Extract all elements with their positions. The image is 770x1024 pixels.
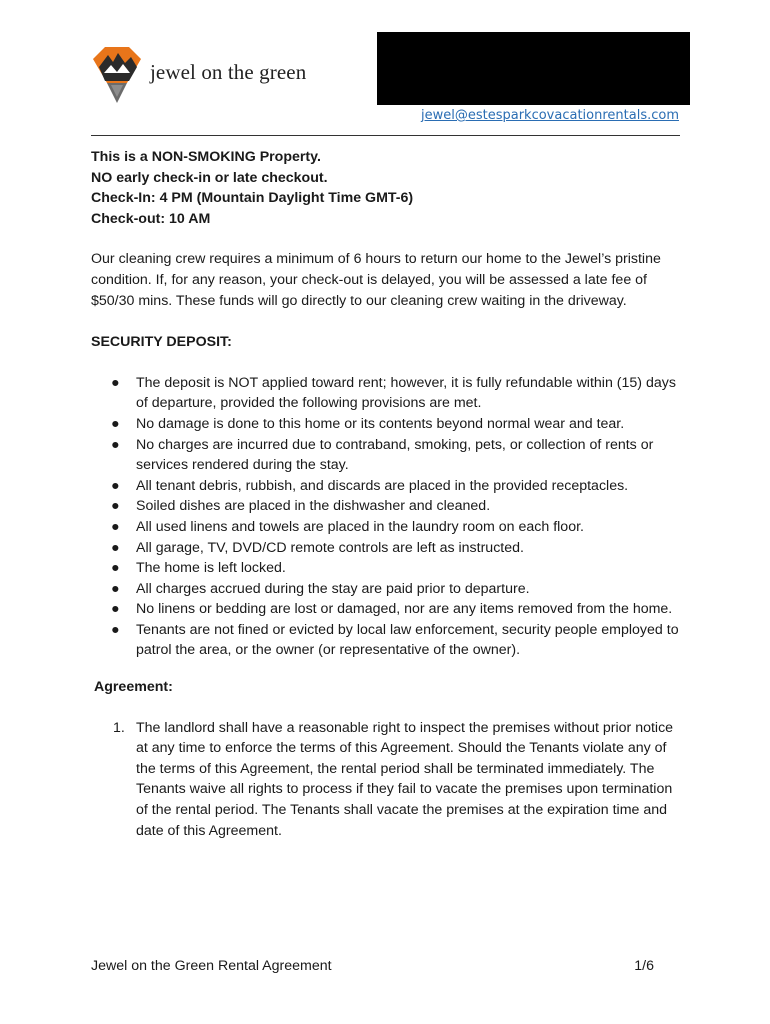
list-item: ● All used linens and towels are placed in the laundry room on each floor. [91,517,681,538]
bullet-icon: ● [111,477,120,494]
cleaning-paragraph: Our cleaning crew requires a minimum of 6 hours to return our home to the Jewel’s pristine condition. If, for any reason, your check-out is delayed, you will be assessed a late fee of $50/30 mins. These funds will go directly to our cleaning crew waiting in the driveway. [91,251,661,309]
list-item: ● No charges are incurred due to contraband, smoking, pets, or collection of rents or services rendered during the stay. [111,436,654,474]
document-body [91,147,681,841]
bullet-icon: ● [111,498,120,515]
non-smoking-notice: This is a NON-SMOKING Property. [91,149,321,165]
list-item: ● All garage, TV, DVD/CD remote controls are left as instructed. [91,538,681,559]
checkin-time: Check-In: 4 PM (Mountain Daylight Time GMT-6) [91,190,414,207]
list-item: ● All tenant debris, rubbish, and discards are placed in the provided receptacles. [91,476,681,497]
brand-name: jewel on the green [150,60,307,84]
bullet-icon: ● [111,436,120,453]
list-item: ● No linens or bedding are lost or damaged, nor are any items removed from the home. [91,599,681,620]
bullet-icon: ● [111,518,120,535]
jewel-logo-icon [91,45,143,105]
list-item: ● Soiled dishes are placed in the dishwasher and cleaned. [91,496,681,517]
list-item: ● No damage is done to this home or its contents beyond normal wear and tear. [91,414,681,435]
list-item: 1. The landlord shall have a reasonable right to inspect the premises without prior notice at any time to enforce the terms of this Agreement. Should the Tenants violate any of the terms of this Agreement, the rental period shall be terminated immediately. The Tenants waive all rights to process if they fail to vacate the premises upon termination of the rental period. The Tenants shall vacate the premises at the expiration time and date of this Agreement. [113,719,674,839]
list-item: ● The deposit is NOT applied toward rent; however, it is fully refundable within (15) days of departure, provided the following provisions are met. [111,374,676,412]
bullet-icon: ● [111,374,120,391]
checkin-policy: NO early check-in or late checkout. [91,169,328,186]
item-number: 1. [113,719,125,736]
list-item: ● The home is left locked. [91,558,681,579]
bullet-icon: ● [111,621,120,638]
checkout-time: Check-out: 10 AM [91,210,211,227]
list-item: ● All charges accrued during the stay are paid prior to departure. [91,579,681,600]
security-deposit-list [91,373,681,661]
page-number: 1/6 [634,958,654,974]
footer-document-title: Jewel on the Green Rental Agreement [91,958,332,974]
agreement-heading: Agreement: [94,679,173,696]
list-item: ● Tenants are not fined or evicted by local law enforcement, security people employed to patrol the area, or the owner (or representative of the owner). [111,621,679,659]
agreement-list [91,718,681,842]
bullet-icon: ● [111,539,120,556]
bullet-icon: ● [111,580,120,597]
redacted-block [377,32,690,105]
security-deposit-heading: SECURITY DEPOSIT: [91,334,232,351]
header-divider [91,135,680,136]
bullet-icon: ● [111,415,120,432]
email-link[interactable]: jewel@estesparkcovacationrentals.com [420,108,679,123]
bullet-icon: ● [111,560,120,577]
bullet-icon: ● [111,601,120,618]
property-notice [91,147,681,229]
